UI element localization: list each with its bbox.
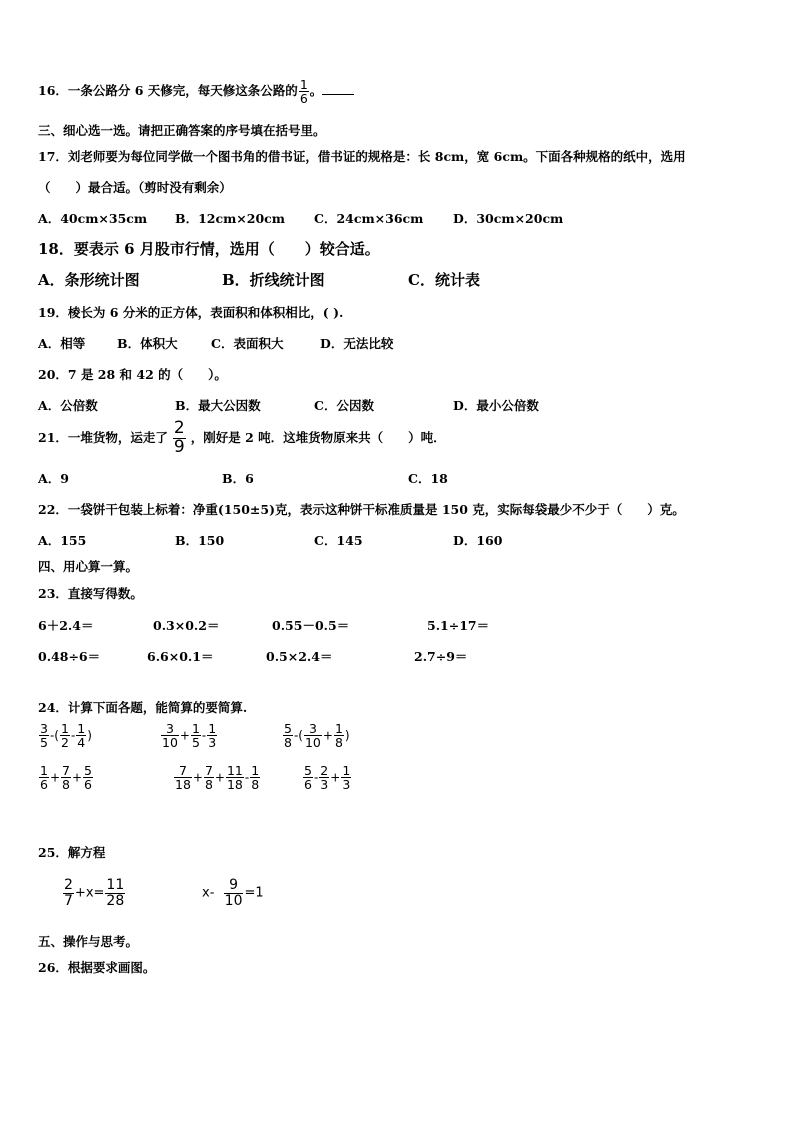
question-22-text: 22．一袋饼干包装上标着：净重(150±5)克，表示这种饼干标准质量是 150 克，实际每袋最少不少于（ ）克。 <box>38 502 685 517</box>
option-a: A．公倍数 <box>38 398 98 413</box>
option-c: C．统计表 <box>408 271 480 289</box>
fraction: $\frac{1}{6}$ <box>299 77 308 107</box>
section-heading-3: 三、细心选一选。请把正确答案的序号填在括号里。 <box>38 123 326 138</box>
option-b: B．最大公因数 <box>175 398 261 413</box>
option-b: B．150 <box>175 533 225 548</box>
option-a: A．9 <box>38 471 69 486</box>
question-text: 16．一条公路分 6 天修完，每天修这条公路的 <box>38 83 298 99</box>
option-c: C．公因数 <box>314 398 374 413</box>
question-19-text: 19．棱长为 6 分米的正方体，表面积和体积相比，( ). <box>38 305 344 320</box>
option-d: D．无法比较 <box>320 336 394 351</box>
expression-3: $\frac{5}{8}$ -( $\frac{3}{10}$ + $\frac{1}{8}$ ) <box>284 721 350 751</box>
question-24-title: 24．计算下面各题，能简算的要简算. <box>38 700 248 715</box>
option-b: B．6 <box>222 471 254 486</box>
mental-calc: 0.5×2.4＝ <box>266 649 333 664</box>
expression-5: $\frac{7}{18}$ + $\frac{7}{8}$ + $\frac{11}{18}$ - $\frac{1}{8}$ <box>175 763 260 793</box>
question-18-text: 18．要表示 6 月股市行情，选用（ ）较合适。 <box>38 240 380 258</box>
question-16: 16．一条公路分 6 天修完，每天修这条公路的 $\frac{1}{6}$ 。 <box>38 78 354 105</box>
option-d: D．160 <box>453 533 503 548</box>
fraction: $\frac{2}{9}$ <box>173 418 185 457</box>
option-b: B．体积大 <box>117 336 178 351</box>
question-26-text: 26．根据要求画图。 <box>38 960 156 975</box>
mental-calc: 0.55－0.5＝ <box>272 618 350 633</box>
question-text: 21．一堆货物，运走了 <box>38 429 168 445</box>
question-25-title: 25．解方程 <box>38 845 106 860</box>
option-d: D．30cm×20cm <box>453 211 564 226</box>
option-b: B．折线统计图 <box>222 271 325 289</box>
mental-calc: 2.7÷9＝ <box>414 649 468 664</box>
section-heading-5: 五、操作与思考。 <box>38 934 139 949</box>
mental-calc: 6.6×0.1＝ <box>147 649 214 664</box>
option-c: C．表面积大 <box>211 336 284 351</box>
mental-calc: 6＋2.4＝ <box>38 618 94 633</box>
expression-1: $\frac{3}{5}$ -( $\frac{1}{2}$ - $\frac{1}{4}$ ) <box>40 721 92 751</box>
option-a: A．条形统计图 <box>38 271 140 289</box>
option-c: C．24cm×36cm <box>314 211 424 226</box>
question-20-text: 20．7 是 28 和 42 的（ ）。 <box>38 367 227 382</box>
equation-1: $\frac{2}{7}$ +x= $\frac{11}{28}$ <box>64 877 125 909</box>
equation-2: x- $\frac{9}{10}$ =1 <box>202 877 264 909</box>
option-a: A．155 <box>38 533 87 548</box>
answer-blank[interactable] <box>322 82 354 95</box>
expression-2: $\frac{3}{10}$ + $\frac{1}{5}$ - $\frac{1}{3}$ <box>162 721 217 751</box>
question-21: 21．一堆货物，运走了 $\frac{2}{9}$ ，刚好是 2 吨．这堆货物原来共（ ）吨． <box>38 418 446 457</box>
option-d: D．最小公倍数 <box>453 398 539 413</box>
question-17-text: 17．刘老师要为每位同学做一个图书角的借书证，借书证的规格是：长 8cm，宽 6cm。下面各种规格的纸中，选用 <box>38 149 686 164</box>
mental-calc: 0.3×0.2＝ <box>153 618 220 633</box>
option-b: B．12cm×20cm <box>175 211 286 226</box>
mental-calc: 5.1÷17＝ <box>427 618 490 633</box>
option-c: C．18 <box>408 471 448 486</box>
option-a: A．40cm×35cm <box>38 211 148 226</box>
expression-4: $\frac{1}{6}$ + $\frac{7}{8}$ + $\frac{5}{6}$ <box>40 763 92 793</box>
question-23-title: 23．直接写得数。 <box>38 586 143 601</box>
expression-6: $\frac{5}{6}$ - $\frac{2}{3}$ + $\frac{1}{3}$ <box>304 763 351 793</box>
question-17-text-2: （ ）最合适。（剪时没有剩余） <box>38 180 232 195</box>
option-c: C．145 <box>314 533 363 548</box>
option-a: A．相等 <box>38 336 86 351</box>
section-heading-4: 四、用心算一算。 <box>38 559 139 574</box>
mental-calc: 0.48÷6＝ <box>38 649 101 664</box>
